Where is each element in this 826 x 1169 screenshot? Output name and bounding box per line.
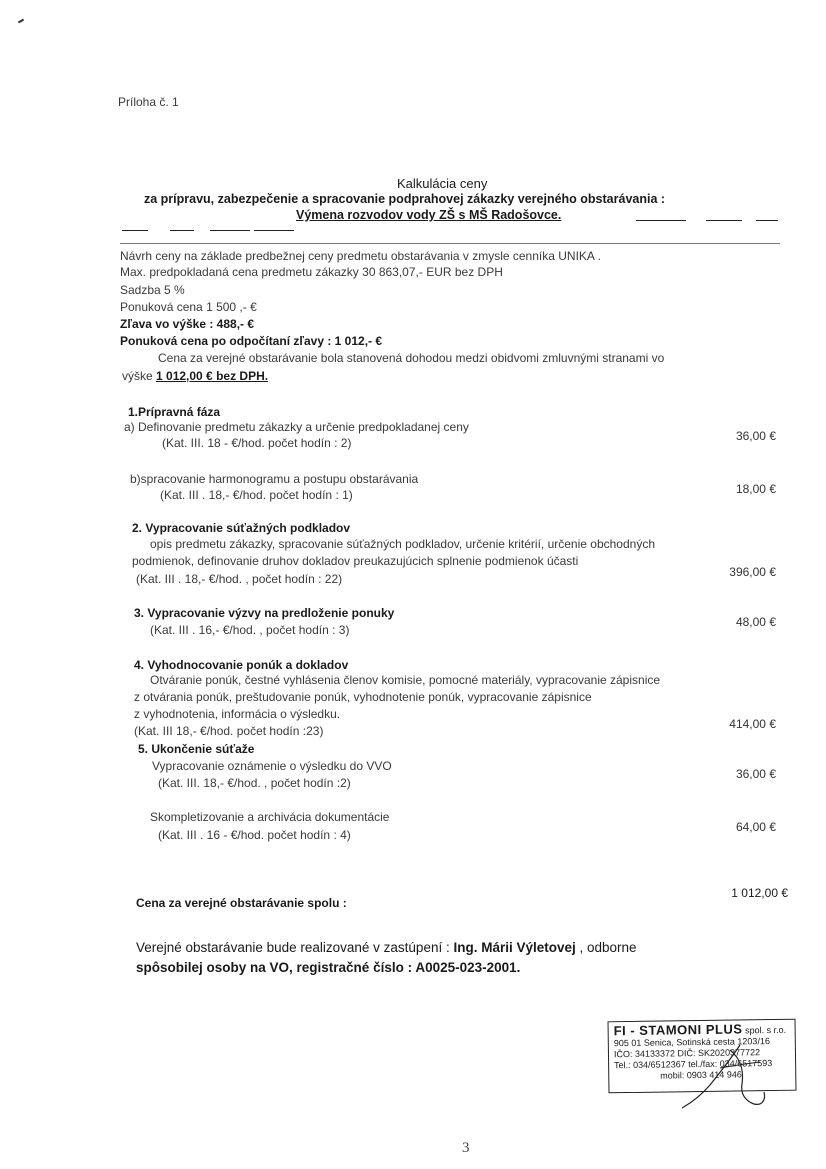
section-line: Otváranie ponúk, čestné vyhlásenia členov komisie, pomocné materiály, vypracovanie zápisnice <box>150 673 661 687</box>
annex-label: Príloha č. 1 <box>118 95 179 109</box>
agreement-line-2 <box>122 369 268 383</box>
stamp-line: Tel.: 034/6512367 tel./fax: 034/6517593 <box>614 1058 773 1071</box>
section-heading: 4. Vyhodnocovanie ponúk a dokladov <box>134 658 349 672</box>
section-line: z vyhodnotenia, informácia o výsledku. <box>134 707 341 721</box>
signature <box>670 1040 800 1115</box>
agreement-prefix: výške <box>122 369 157 383</box>
underline-dash <box>210 230 250 231</box>
discount-line: Zľava vo výške : 488,- € <box>120 317 255 331</box>
item-detail: (Kat. III. 18,- €/hod. , počet hodín :2) <box>158 776 351 790</box>
item-price: 18,00 € <box>735 482 776 496</box>
representative-name: Ing. Márii Výletovej <box>453 940 576 955</box>
section-heading: 5. Ukončenie súťaže <box>138 742 255 756</box>
underline-dash <box>254 230 294 231</box>
total-value: 1 012,00 € <box>731 886 788 900</box>
agreement-amount: 1 012,00 € bez DPH. <box>156 369 269 383</box>
underline-dash <box>706 220 742 221</box>
item-detail: (Kat. III . 18,- €/hod. počet hodín : 1) <box>160 488 353 502</box>
section-line: opis predmetu zákazky, spracovanie súťažných podkladov, určenie kritérií, určenie obchodných <box>150 537 655 551</box>
item-text: b)spracovanie harmonogramu a postupu obstarávania <box>130 472 419 486</box>
intro-line: Ponuková cena 1 500 ,- € <box>120 300 257 314</box>
item-text: Skompletizovanie a archivácia dokumentácie <box>150 810 390 824</box>
stamp-suffix: spol. s r.o. <box>744 1024 787 1036</box>
intro-line: Sadzba 5 % <box>120 283 185 297</box>
stamp-company-name: FI - STAMONI PLUS <box>613 1021 743 1039</box>
section-line: z otvárania ponúk, preštudovanie ponúk, vyhodnotenie ponúk, vypracovanie zápisnice <box>134 690 592 704</box>
section-price: 414,00 € <box>729 717 776 731</box>
item-text: a) Definovanie predmetu zákazky a určenie predpokladanej ceny <box>124 420 469 434</box>
stamp-line: 905 01 Senica, Sotinská cesta 1203/16 <box>613 1036 770 1049</box>
document-title: Kalkulácia ceny <box>397 176 488 191</box>
underline-dash <box>636 220 686 221</box>
section-line: podmienok, definovanie druhov dokladov preukazujúcich splnenie podmienok účasti <box>132 554 579 568</box>
item-price: 36,00 € <box>735 767 776 781</box>
page-number: 3 <box>462 1140 470 1156</box>
intro-line: Návrh ceny na základe predbežnej ceny predmetu obstarávania v zmysle cenníka UNIKA . <box>120 249 601 263</box>
section-price: 48,00 € <box>735 615 776 629</box>
agreement-line: Cena za verejné obstarávanie bola stanovená dohodou medzi obidvomi zmluvnými stranami vo <box>158 351 665 365</box>
section-heading: 3. Vypracovanie výzvy na predloženie ponuky <box>134 606 395 620</box>
footer-line-2: spôsobilej osoby na VO, registračné číslo : A0025-023-2001. <box>136 960 521 975</box>
document-subtitle: za prípravu, zabezpečenie a spracovanie podprahovej zákazky verejného obstarávania : <box>144 192 666 206</box>
footer-text: Verejné obstarávanie bude realizované v zastúpení : <box>136 940 454 955</box>
item-detail: (Kat. III . 16 - €/hod. počet hodín : 4) <box>158 828 351 842</box>
footer-line-1 <box>136 940 637 955</box>
scan-mark <box>18 19 24 24</box>
item-price: 64,00 € <box>735 820 776 834</box>
item-price: 36,00 € <box>735 429 776 443</box>
separator-line <box>120 243 780 244</box>
section-heading: 2. Vypracovanie súťažných podkladov <box>132 521 351 535</box>
stamp-line: mobil: 0903 414 946 <box>660 1069 742 1081</box>
section-line: (Kat. III 18,- €/hod. počet hodín :23) <box>134 724 324 738</box>
underline-dash <box>122 230 148 231</box>
section-line: (Kat. III . 16,- €/hod. , počet hodín : 3) <box>150 623 350 637</box>
section-heading: 1.Prípravná fáza <box>128 405 221 419</box>
stamp-line: IČO: 34133372 DIČ: SK2020377722 <box>613 1047 761 1060</box>
section-price: 396,00 € <box>729 565 776 579</box>
footer-text: , odborne <box>575 940 637 955</box>
item-detail: (Kat. III. 18 - €/hod. počet hodín : 2) <box>162 436 352 450</box>
section-line: (Kat. III . 18,- €/hod. , počet hodín : 22) <box>136 572 343 586</box>
underline-dash <box>756 220 778 221</box>
project-name: Výmena rozvodov vody ZŠ s MŠ Radošovce. <box>296 208 562 222</box>
net-price-line: Ponuková cena po odpočítaní zľavy : 1 012,- € <box>120 334 383 348</box>
intro-line: Max. predpokladaná cena predmetu zákazky 30 863,07,- EUR bez DPH <box>120 265 503 279</box>
underline-dash <box>170 230 194 231</box>
item-text: Vypracovanie oznámenie o výsledku do VVO <box>152 759 392 773</box>
total-label: Cena za verejné obstarávanie spolu : <box>136 896 347 910</box>
